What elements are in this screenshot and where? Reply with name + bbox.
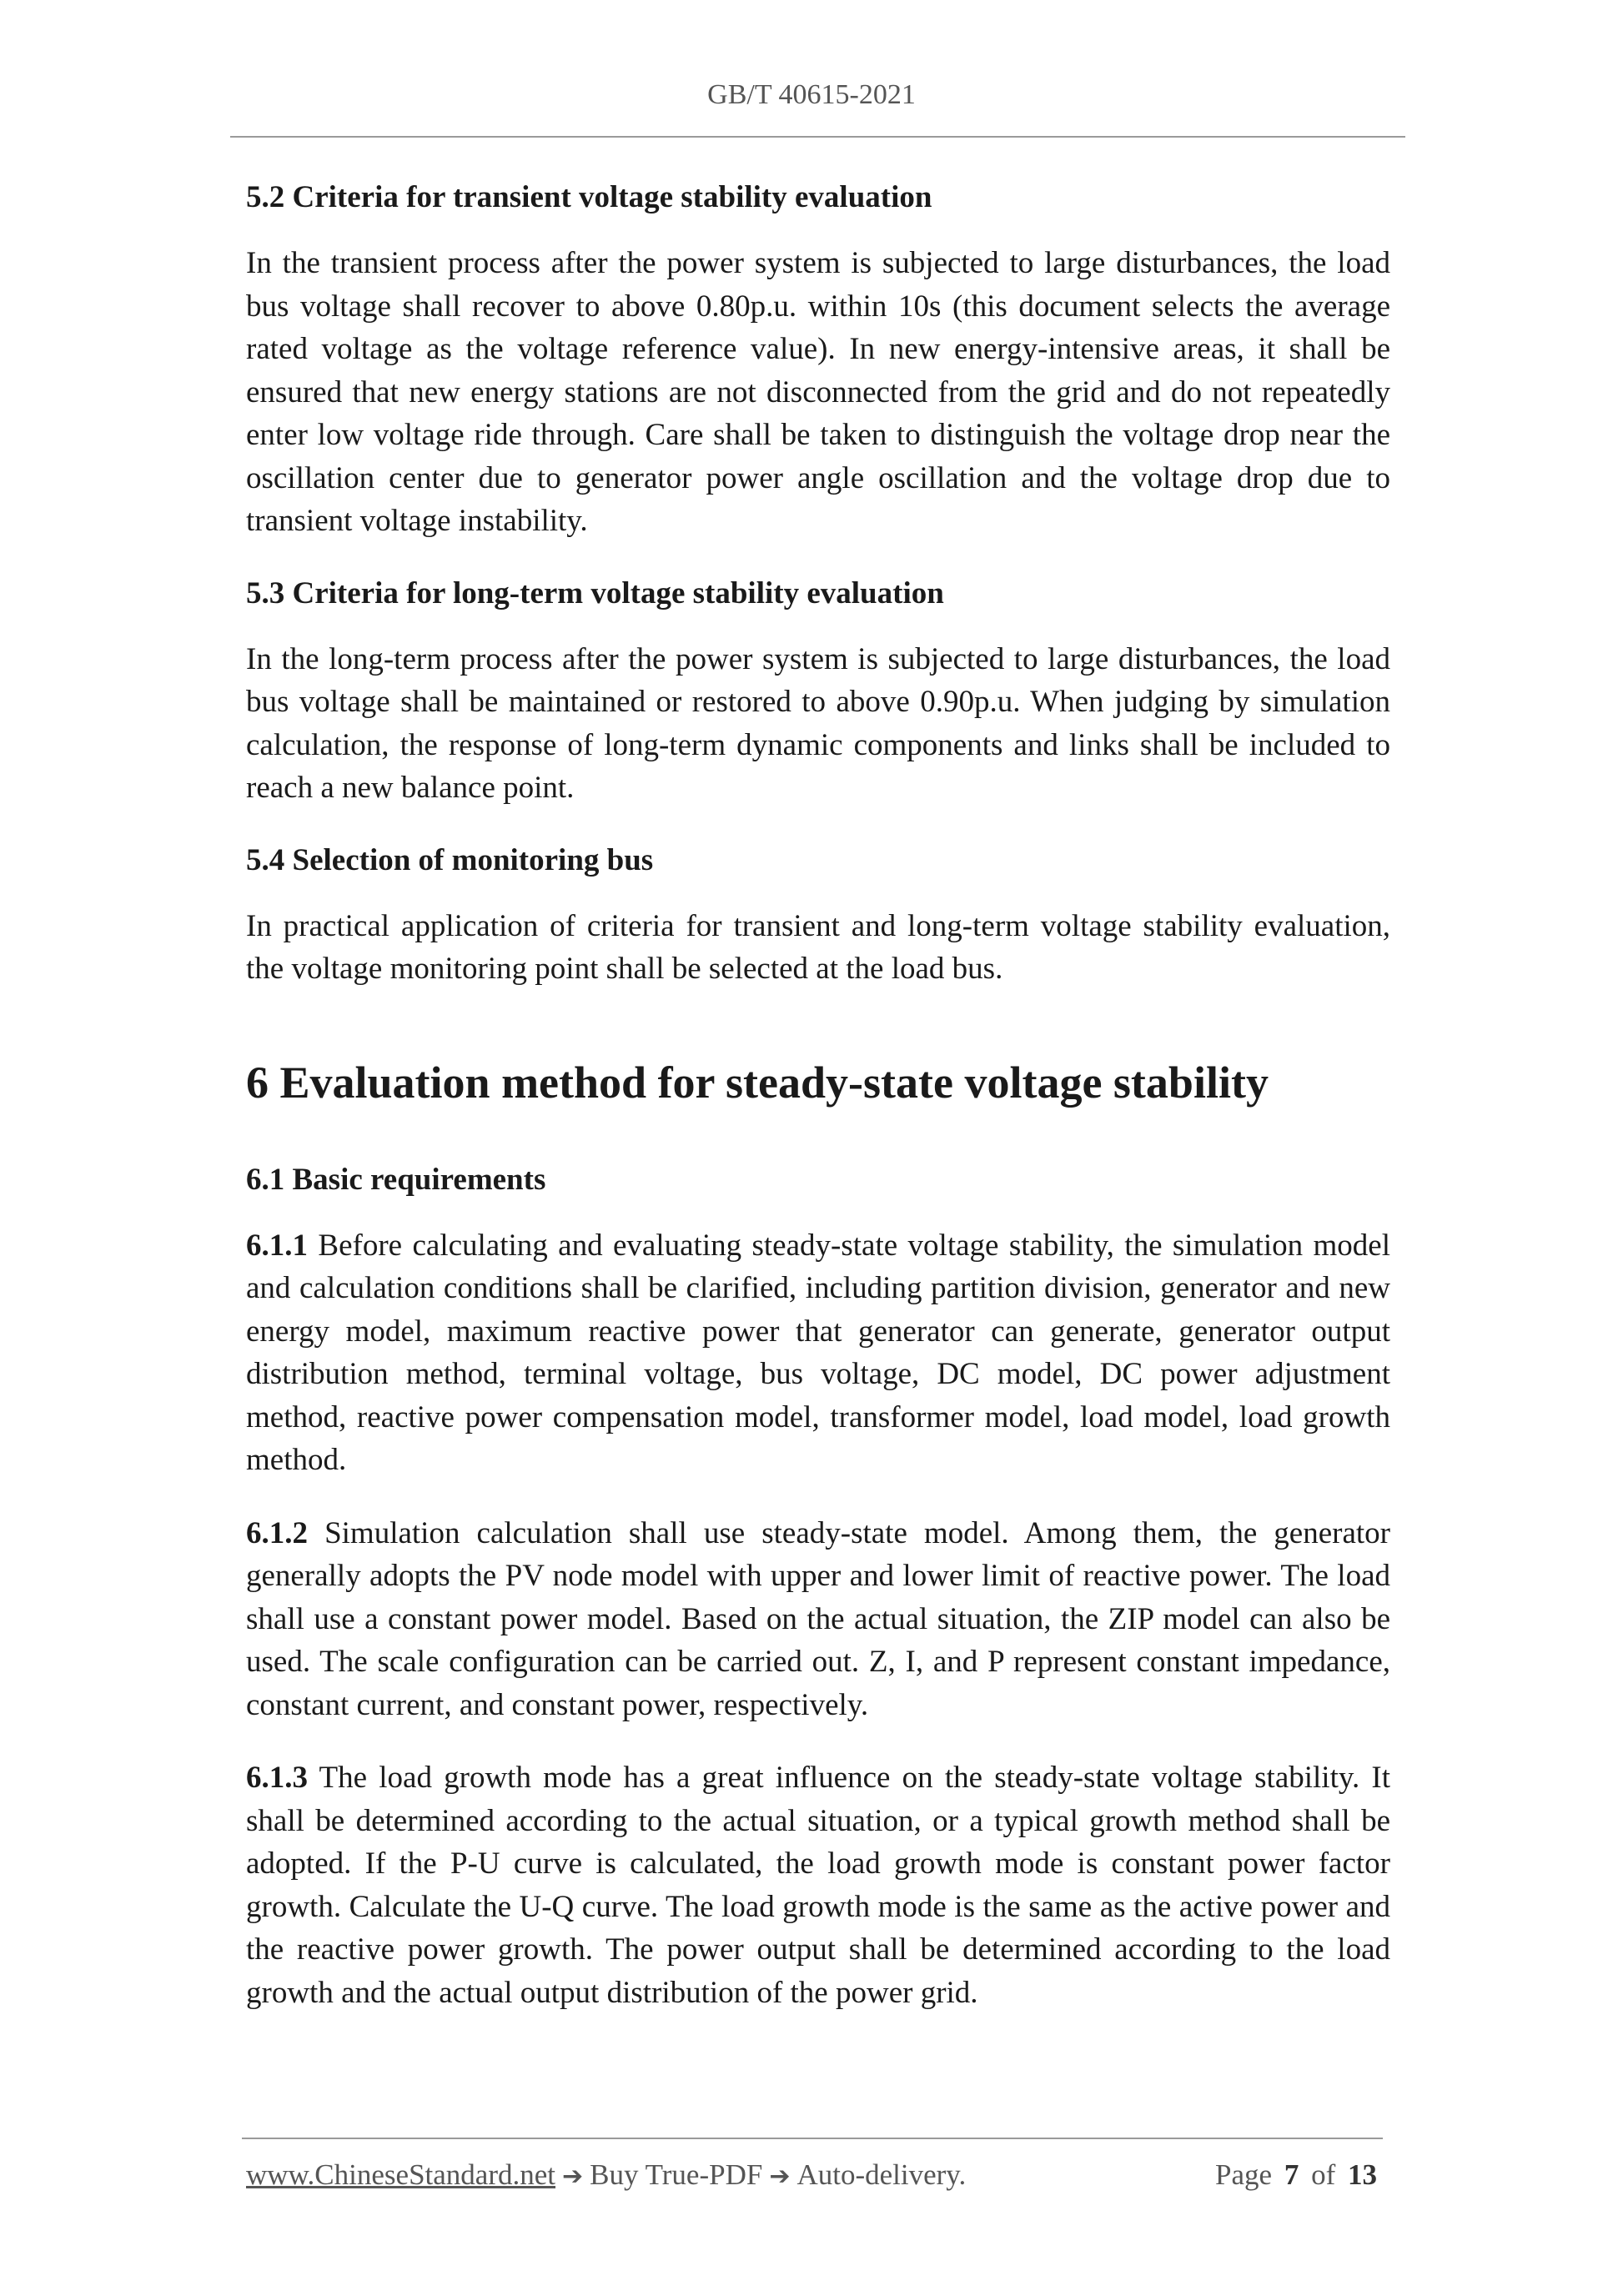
section-5-3-heading: 5.3 Criteria for long-term voltage stability evaluation: [246, 575, 944, 610]
website-link[interactable]: www.ChineseStandard.net: [246, 2158, 555, 2191]
auto-delivery-text: Auto-delivery.: [796, 2158, 967, 2191]
clause-text: Before calculating and evaluating steady-state voltage stability, the simulation model and calculation conditions shall be clarified, including partition division, generator and new energy model, maximum reactive power that generator can generate, generator output distribution method, terminal voltage, bus voltage, DC model, DC power adjustment method, reactive power compensation model, transformer model, load model, load growth method.: [246, 1228, 1391, 1477]
document-body: [246, 167, 1390, 2044]
page-of-label: of: [1311, 2158, 1336, 2191]
clause-text: The load growth mode has a great influence on the steady-state voltage stability. It shall be determined according to the actual situation, or a typical growth method shall be adopted. If the P-U curve is calculated, the load growth mode is constant power factor growth. Calculate the U-Q curve. The load growth mode is the same as the active power and the reactive power growth. The power output shall be determined according to the load growth and the actual output distribution of the power grid.: [246, 1761, 1390, 2010]
clause-6-1-1: [246, 1224, 1390, 1482]
section-5-4-heading: 5.4 Selection of monitoring bus: [246, 842, 654, 877]
footer-divider: [242, 2138, 1383, 2139]
section-5-2-paragraph: In the transient process after the power system is subjected to large disturbances, the load bus voltage shall recover to above 0.80p.u. within 10s (this document selects the average rated voltage as the voltage reference value). In new energy-intensive areas, it shall be ensured that new energy stations are not disconnected from the grid and do not repeatedly enter low voltage ride through. Care shall be taken to distinguish the voltage drop near the oscillation center due to generator power angle oscillation and the voltage drop due to transient voltage instability.: [246, 246, 1390, 538]
right-arrow-icon: ➔: [769, 2162, 791, 2191]
page-total: 13: [1348, 2158, 1377, 2191]
clause-number: 6.1.1: [246, 1228, 308, 1263]
section-5-2-heading: 5.2 Criteria for transient voltage stability evaluation: [246, 180, 932, 214]
page-label: Page: [1215, 2158, 1273, 2191]
section-6-1-heading: 6.1 Basic requirements: [246, 1162, 546, 1197]
page-current: 7: [1284, 2158, 1299, 2191]
section-5-4-paragraph: In practical application of criteria for transient and long-term voltage stability evaluation, the voltage monitoring point shall be selected at the load bus.: [246, 908, 1390, 986]
buy-true-pdf-text: Buy True-PDF: [590, 2158, 763, 2191]
clause-6-1-2: [246, 1512, 1390, 1727]
clause-number: 6.1.3: [246, 1761, 308, 1795]
clause-text: Simulation calculation shall use steady-state model. Among them, the generator generally adopts the PV node model with upper and lower limit of reactive power. The load shall use a constant power model. Based on the actual situation, the ZIP model can also be used. The scale configuration can be carried out. Z, I, and P represent constant impedance, constant current, and constant power, respectively.: [246, 1515, 1390, 1722]
section-6-heading: 6 Evaluation method for steady-state voltage stability: [246, 1057, 1269, 1108]
document-id-header: GB/T 40615-2021: [707, 79, 916, 110]
header-divider: [230, 136, 1405, 138]
section-5-3-paragraph: In the long-term process after the power system is subjected to large disturbances, the load bus voltage shall be maintained or restored to above 0.90p.u. When judging by simulation calculation, the response of long-term dynamic components and links shall be included to reach a new balance point.: [246, 641, 1390, 805]
clause-number: 6.1.2: [246, 1515, 308, 1550]
footer-promo: [246, 2158, 966, 2192]
right-arrow-icon: ➔: [562, 2162, 584, 2191]
clause-6-1-3: [246, 1756, 1390, 2014]
page-number: [1215, 2158, 1382, 2192]
